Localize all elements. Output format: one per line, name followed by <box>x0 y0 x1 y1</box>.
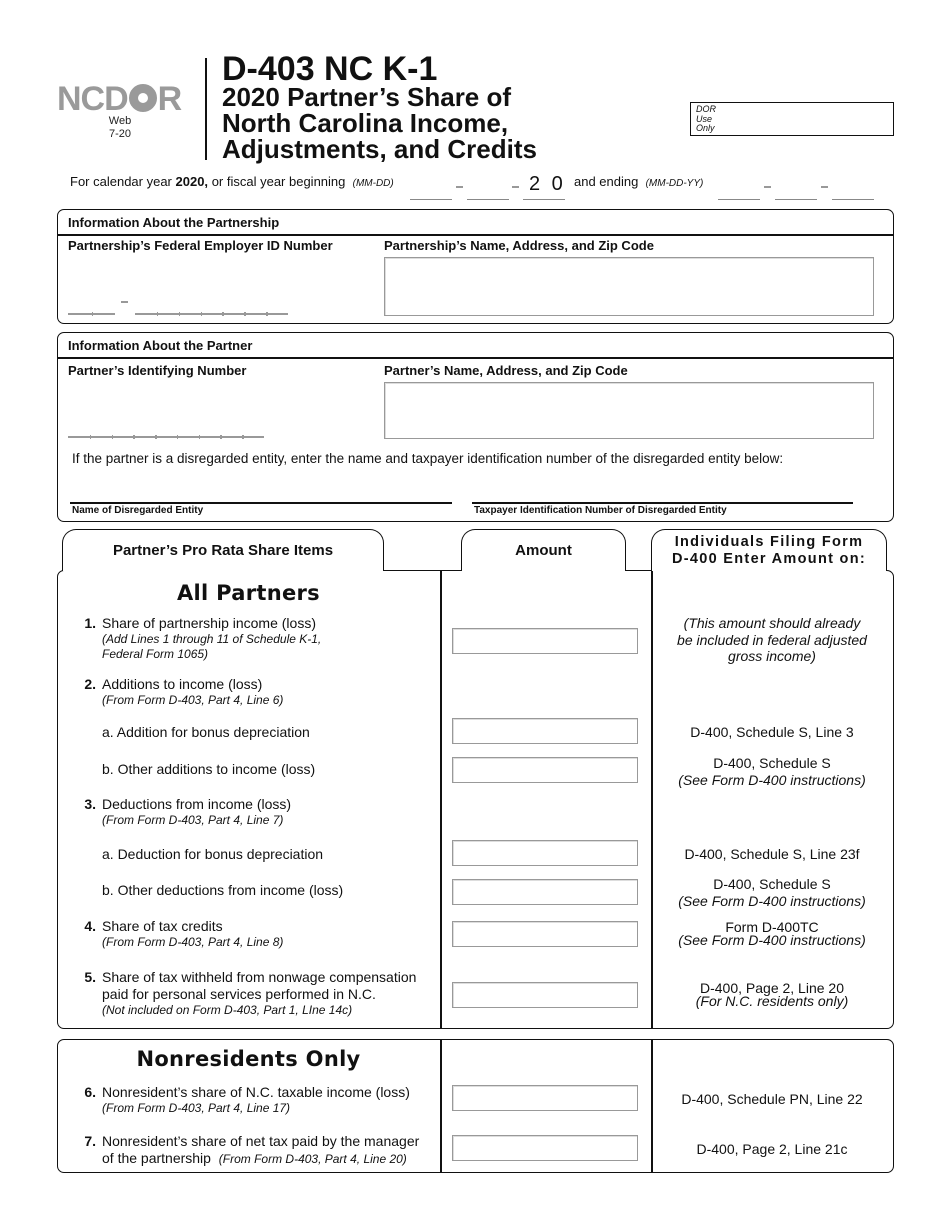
disregarded-entity-name-label: Name of Disregarded Entity <box>72 505 204 516</box>
line-4-destination <box>652 921 892 947</box>
fein-dash <box>121 301 128 303</box>
year-prefix: 2 0 <box>529 173 566 195</box>
end-day-field[interactable] <box>775 182 817 200</box>
digit-tick <box>133 435 135 439</box>
line-5-dest-1: D-400, Page 2, Line 20 <box>700 980 844 996</box>
individuals-column-header <box>651 529 887 571</box>
date-dash <box>512 186 519 188</box>
line-1-destination <box>652 615 892 665</box>
digit-tick <box>155 435 157 439</box>
line-2b-amount-field[interactable] <box>452 757 638 783</box>
line-6-number: 6. <box>84 1084 96 1100</box>
partnership-name-label: Partnership’s Name, Address, and Zip Code <box>384 238 654 253</box>
begin-day-field[interactable] <box>467 182 509 200</box>
line-3b-dest-2: (See Form D-400 instructions) <box>678 892 866 909</box>
line-1-dest-1: (This amount should already <box>683 615 861 631</box>
line-5-text-2: paid for personal services performed in N.C. <box>102 986 376 1002</box>
calendar-year-line <box>70 174 394 189</box>
line-2-label <box>102 676 432 708</box>
fein-suffix-field[interactable] <box>135 310 288 315</box>
line-3-number: 3. <box>84 796 96 812</box>
line-3b-amount-field[interactable] <box>452 879 638 905</box>
line-3-label <box>102 796 432 828</box>
digit-tick <box>222 312 224 316</box>
individuals-header-line-2: D-400 Enter Amount on: <box>671 550 866 567</box>
nonresidents-heading: Nonresidents Only <box>136 1047 361 1071</box>
line-3-text: Deductions from income (loss) <box>102 796 292 812</box>
disregarded-entity-note: If the partner is a disregarded entity, enter the name and taxpayer identification number of the disregarded entity below: <box>72 451 784 466</box>
line-5-label <box>102 969 437 1018</box>
line-3a-label: a. Deduction for bonus depreciation <box>102 846 324 862</box>
line-2b-dest-1: D-400, Schedule S <box>713 755 831 771</box>
amount-column-header: Amount <box>461 529 626 571</box>
line-7-text-1: Nonresident’s share of net tax paid by the manager <box>102 1133 420 1149</box>
line-7-destination: D-400, Page 2, Line 21c <box>696 1141 848 1157</box>
ncdor-logo <box>57 82 181 116</box>
all-partners-heading: All Partners <box>176 581 320 605</box>
web-label: Web <box>108 115 132 127</box>
digit-tick <box>266 312 268 316</box>
line-6-text: Nonresident’s share of N.C. taxable income (loss) <box>102 1084 410 1100</box>
line-4-dest-1: Form D-400TC <box>725 919 819 935</box>
line-1-amount-field[interactable] <box>452 628 638 654</box>
dor-use-line-3: Only <box>696 123 715 133</box>
revision-note <box>100 115 140 141</box>
and-ending-label <box>574 174 703 189</box>
line-3-sub: (From Form D-403, Part 4, Line 7) <box>102 813 284 827</box>
dor-use-line-2: Use <box>696 113 713 124</box>
line-4-number: 4. <box>84 918 96 934</box>
dor-use-only-box <box>690 102 894 136</box>
end-date-hint: (MM-DD-YY) <box>645 178 704 189</box>
digit-tick <box>112 435 114 439</box>
line-1-sub-1: (Add Lines 1 through 11 of Schedule K-1, <box>102 632 322 646</box>
line-1-number: 1. <box>84 615 96 631</box>
line-4-amount-field[interactable] <box>452 921 638 947</box>
line-2b-dest-2: (See Form D-400 instructions) <box>678 771 866 788</box>
partner-name-address-field[interactable] <box>384 382 874 439</box>
form-number: D-403 NC K-1 <box>222 50 438 88</box>
column-divider <box>440 1040 442 1172</box>
digit-tick <box>179 312 181 316</box>
line-2a-destination: D-400, Schedule S, Line 3 <box>690 724 854 740</box>
line-7-sub: (From Form D-403, Part 4, Line 20) <box>218 1152 407 1166</box>
digit-tick <box>220 435 222 439</box>
calendar-prefix: For calendar year <box>70 174 172 189</box>
end-year-field[interactable] <box>832 182 874 200</box>
begin-month-field[interactable] <box>410 182 452 200</box>
fiscal-year-label: or fiscal year beginning <box>211 174 346 189</box>
partner-id-field[interactable] <box>68 433 264 438</box>
partner-id-label: Partner’s Identifying Number <box>68 363 247 378</box>
partner-name-label: Partner’s Name, Address, and Zip Code <box>384 363 628 378</box>
line-3b-dest-1: D-400, Schedule S <box>713 876 831 892</box>
title-line-2: North Carolina Income, <box>222 108 509 138</box>
line-5-number: 5. <box>84 969 96 985</box>
date-dash <box>764 186 771 188</box>
line-2a-amount-field[interactable] <box>452 718 638 744</box>
logo-nc: NC <box>57 80 105 118</box>
title-line-1: 2020 Partner’s Share of <box>222 82 512 112</box>
digit-tick <box>242 435 244 439</box>
line-6-amount-field[interactable] <box>452 1085 638 1111</box>
partnership-heading: Information About the Partnership <box>68 215 280 230</box>
end-month-field[interactable] <box>718 182 760 200</box>
line-6-label <box>102 1084 437 1116</box>
line-3a-amount-field[interactable] <box>452 840 638 866</box>
line-7-label <box>102 1133 437 1168</box>
line-1-dest-3: gross income) <box>728 648 816 664</box>
line-2b-destination <box>652 755 892 788</box>
line-4-text: Share of tax credits <box>102 918 223 934</box>
logo-r: R <box>157 80 182 118</box>
line-2-sub: (From Form D-403, Part 4, Line 6) <box>102 693 284 707</box>
dor-use-line-1: DOR <box>696 104 716 114</box>
line-1-dest-2: be included in federal adjusted <box>677 631 867 648</box>
disregarded-entity-name-field[interactable] <box>70 502 452 504</box>
line-2b-label: b. Other additions to income (loss) <box>102 761 316 777</box>
header-divider <box>205 58 207 160</box>
column-divider <box>440 571 442 1028</box>
line-4-label <box>102 918 432 950</box>
individuals-header-line-1: Individuals Filing Form <box>674 534 864 550</box>
line-7-text-2: of the partnership <box>102 1150 211 1166</box>
revision-date: 7-20 <box>108 128 132 140</box>
partnership-name-address-field[interactable] <box>384 257 874 316</box>
fein-prefix-field[interactable] <box>68 310 115 315</box>
disregarded-entity-tin-field[interactable] <box>472 502 853 504</box>
logo-o-ring <box>129 84 157 112</box>
date-dash <box>456 186 463 188</box>
line-1-text: Share of partnership income (loss) <box>102 615 316 631</box>
line-6-sub: (From Form D-403, Part 4, Line 17) <box>102 1101 291 1115</box>
digit-tick <box>199 435 201 439</box>
partner-heading: Information About the Partner <box>68 338 253 353</box>
line-4-dest-2: (See Form D-400 instructions) <box>678 932 866 948</box>
line-2-number: 2. <box>84 676 96 692</box>
digit-tick <box>90 435 92 439</box>
line-1-sub-2: Federal Form 1065) <box>102 647 209 661</box>
and-ending-text: and ending <box>574 174 639 189</box>
line-5-sub: (Not included on Form D-403, Part 1, LIne 14c) <box>102 1003 353 1017</box>
partnership-heading-rule <box>57 234 894 236</box>
digit-tick <box>157 312 159 316</box>
line-5-destination <box>652 982 892 1008</box>
title-line-3: Adjustments, and Credits <box>222 134 537 164</box>
line-7-number: 7. <box>84 1133 96 1149</box>
line-2a-label: a. Addition for bonus depreciation <box>102 724 310 740</box>
line-5-dest-2: (For N.C. residents only) <box>695 993 849 1009</box>
fein-label: Partnership’s Federal Employer ID Number <box>68 238 333 253</box>
digit-tick <box>92 312 94 316</box>
line-3b-label: b. Other deductions from income (loss) <box>102 882 344 898</box>
line-1-label <box>102 615 432 662</box>
line-2-text: Additions to income (loss) <box>102 676 263 692</box>
partner-heading-rule <box>57 357 894 359</box>
line-7-amount-field[interactable] <box>452 1135 638 1161</box>
calendar-year: 2020, <box>175 174 209 189</box>
begin-date-hint: (MM-DD) <box>352 178 394 189</box>
logo-d: D <box>104 80 128 118</box>
line-5-amount-field[interactable] <box>452 982 638 1008</box>
form-title <box>222 84 642 162</box>
line-4-sub: (From Form D-403, Part 4, Line 8) <box>102 935 284 949</box>
line-3a-destination: D-400, Schedule S, Line 23f <box>684 846 860 862</box>
disregarded-entity-tin-label: Taxpayer Identification Number of Disregarded Entity <box>474 505 727 516</box>
digit-tick <box>201 312 203 316</box>
date-dash <box>821 186 828 188</box>
digit-tick <box>244 312 246 316</box>
items-column-header: Partner’s Pro Rata Share Items <box>62 529 384 571</box>
line-3b-destination <box>652 876 892 909</box>
line-5-text-1: Share of tax withheld from nonwage compensation <box>102 969 417 985</box>
digit-tick <box>177 435 179 439</box>
line-6-destination: D-400, Schedule PN, Line 22 <box>681 1091 863 1107</box>
